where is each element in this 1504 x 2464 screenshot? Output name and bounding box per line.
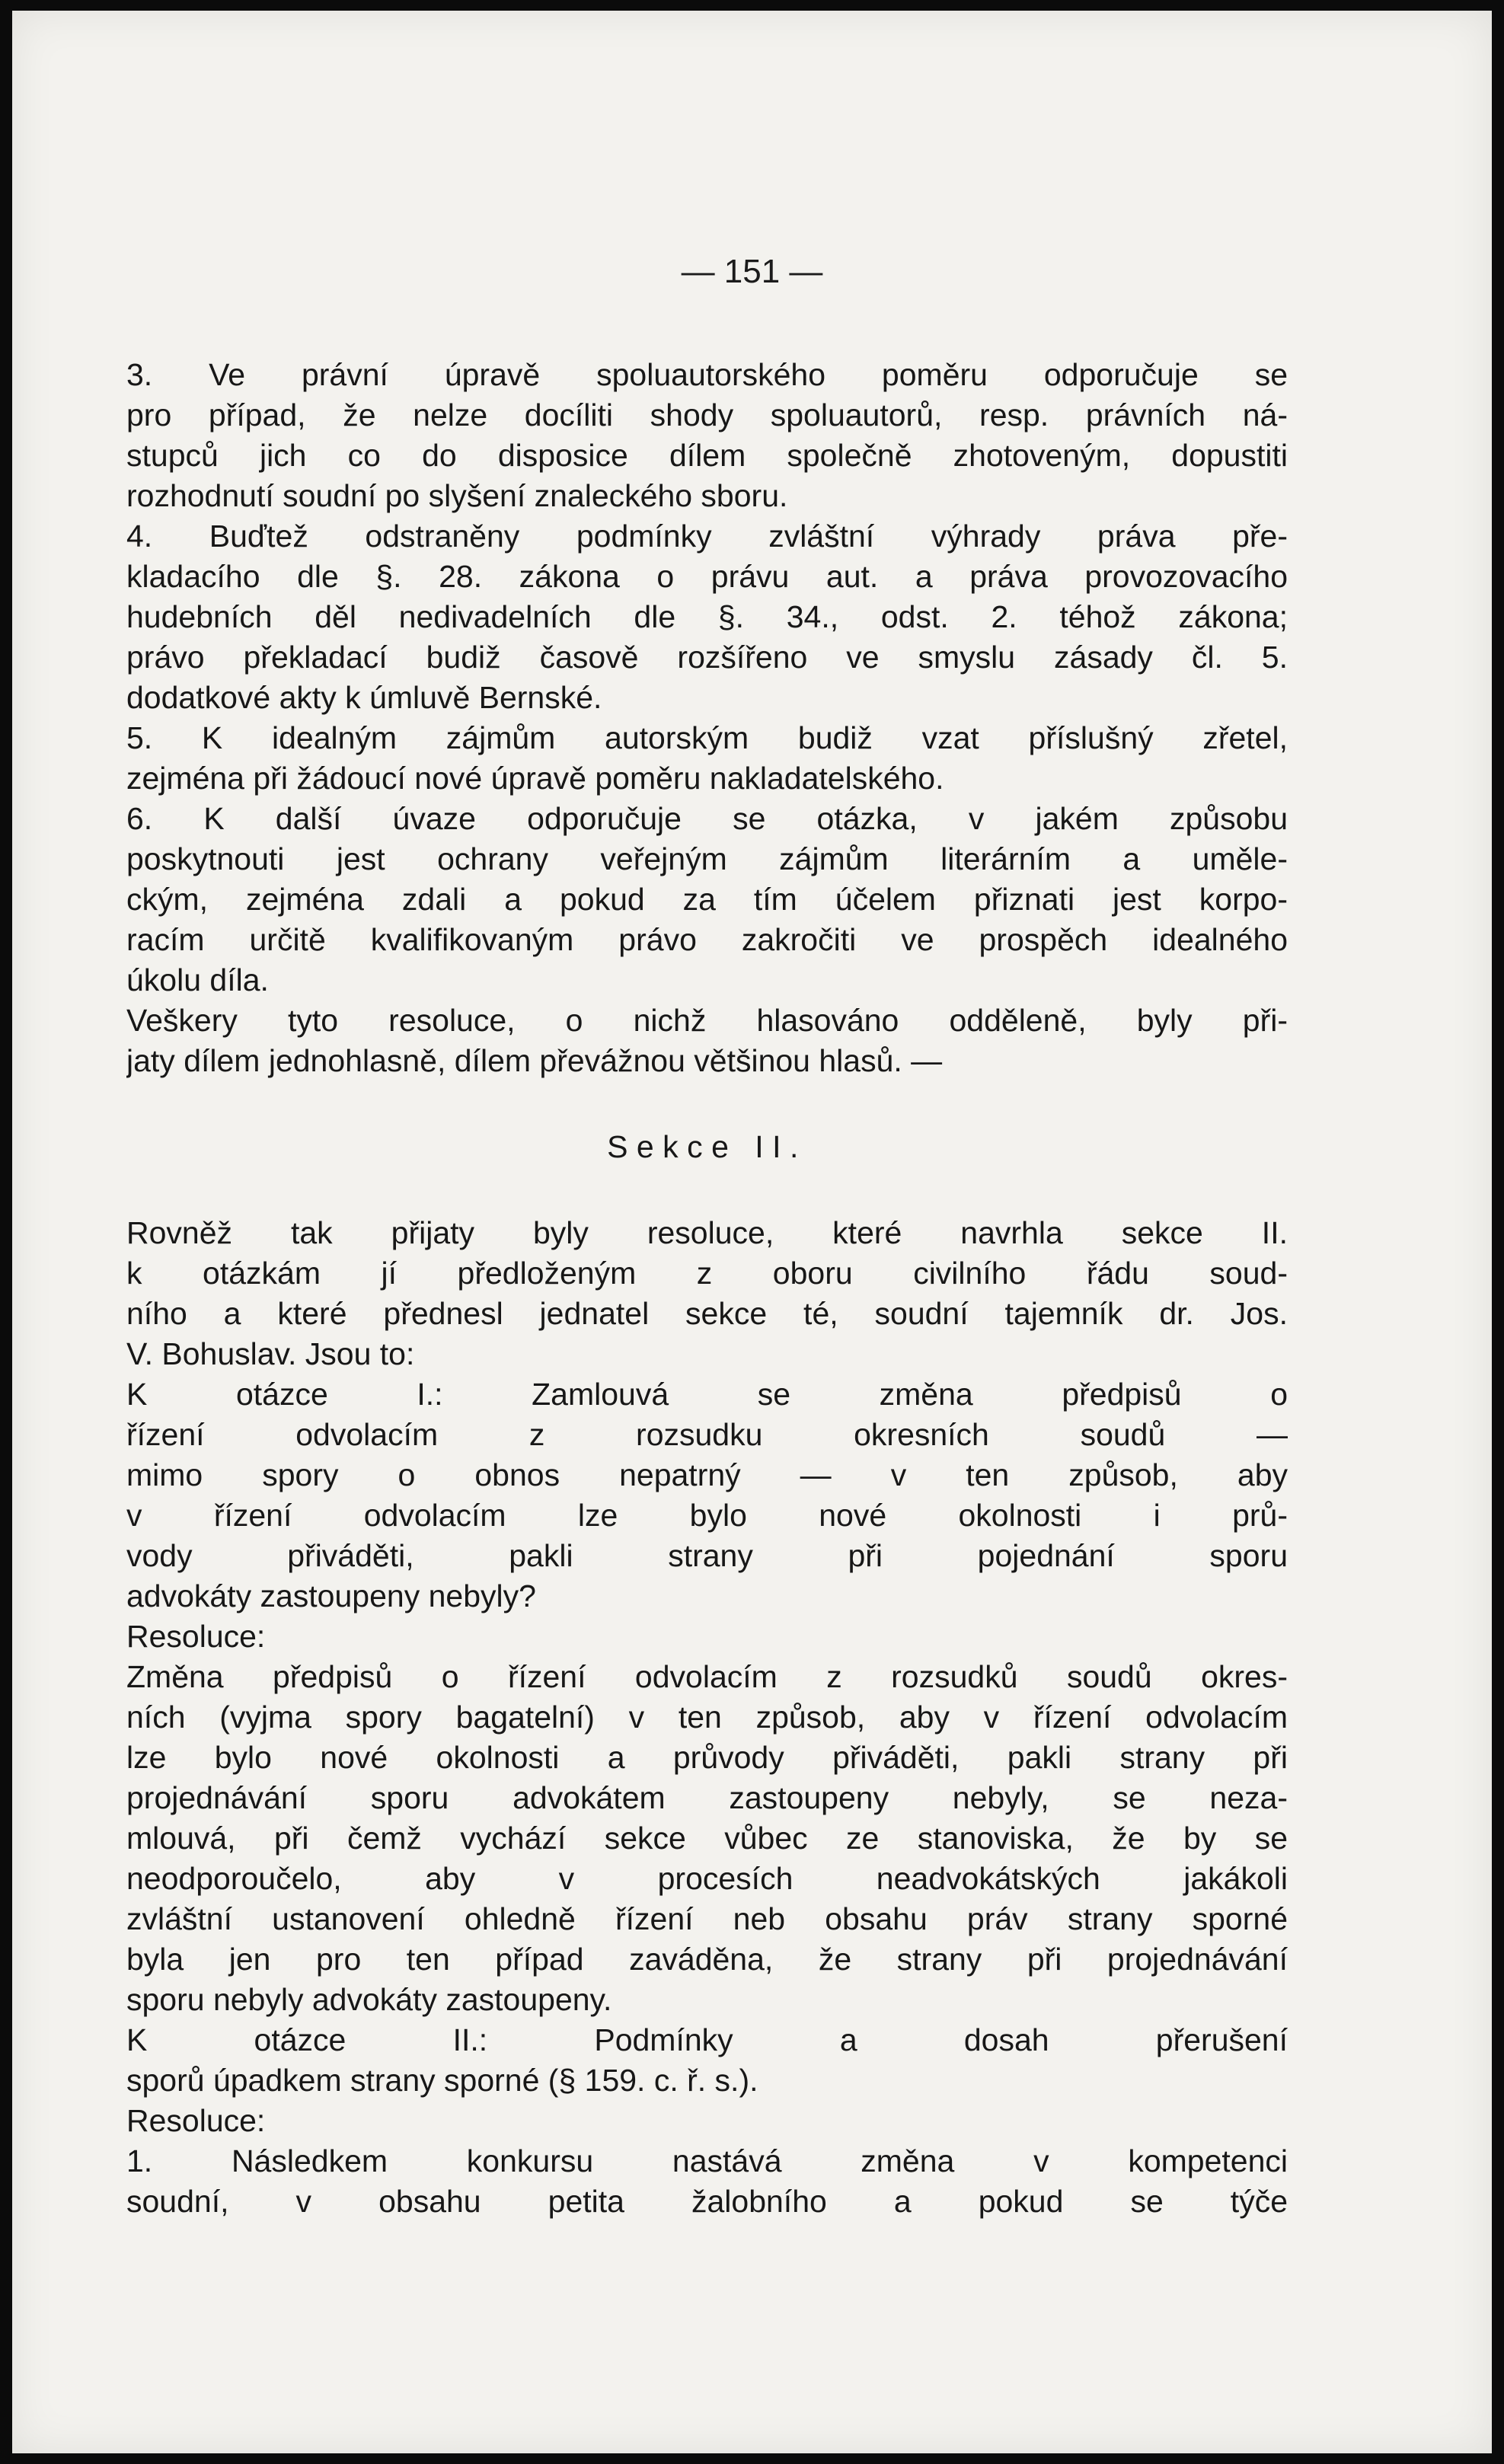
text-line: jaty dílem jednohlasně, dílem převážnou většinou hlasů. —: [126, 1043, 943, 1078]
text-line: Veškery tyto resoluce, o nichž hlasováno odděleně, byly při-: [126, 1003, 1288, 1038]
text-line: Resoluce:: [126, 2103, 266, 2138]
body-text: [126, 355, 1288, 2222]
text-line: poskytnouti jest ochrany veřejným zájmům literárním a uměle-: [126, 841, 1288, 876]
text-line: Změna předpisů o řízení odvolacím z rozsudků soudů okres-: [126, 1659, 1288, 1694]
text-line: soudní, v obsahu petita žalobního a pokud se týče: [126, 2184, 1288, 2219]
text-line: K otázce I.: Zamlouvá se změna předpisů o: [126, 1377, 1288, 1412]
text-line: ních (vyjma spory bagatelní) v ten způsob, aby v řízení odvolacím: [126, 1700, 1288, 1735]
text-line: v řízení odvolacím lze bylo nové okolnosti i prů-: [126, 1498, 1288, 1533]
text-line: V. Bohuslav. Jsou to:: [126, 1336, 415, 1371]
book-page: [12, 11, 1492, 2453]
section-heading: Sekce II.: [607, 1129, 807, 1164]
text-line: sporu nebyly advokáty zastoupeny.: [126, 1982, 612, 2017]
text-line: řízení odvolacím z rozsudku okresních soudů —: [126, 1417, 1288, 1452]
text-line: 3. Ve právní úpravě spoluautorského poměru odporučuje se: [126, 357, 1288, 392]
text-line: racím určitě kvalifikovaným právo zakročiti ve prospěch idealného: [126, 922, 1288, 957]
text-line: kladacího dle §. 28. zákona o právu aut. a práva provozovacího: [126, 559, 1288, 594]
text-line: 4. Buďtež odstraněny podmínky zvláštní výhrady práva pře-: [126, 519, 1288, 554]
text-line: Resoluce:: [126, 1619, 266, 1654]
page-number: — 151 —: [681, 253, 823, 290]
text-line: vody přiváděti, pakli strany při pojednání sporu: [126, 1538, 1288, 1573]
text-line: pro případ, že nelze docíliti shody spoluautorů, resp. právních ná-: [126, 397, 1288, 432]
text-line: 5. K idealným zájmům autorským budiž vzat příslušný zřetel,: [126, 720, 1288, 755]
text-line: projednávání sporu advokátem zastoupeny nebyly, se neza-: [126, 1780, 1288, 1815]
text-line: sporů úpadkem strany sporné (§ 159. c. ř. s.).: [126, 2063, 758, 2098]
text-line: ního a které přednesl jednatel sekce té, soudní tajemník dr. Jos.: [126, 1296, 1288, 1331]
text-line: úkolu díla.: [126, 962, 269, 997]
text-line: mimo spory o obnos nepatrný — v ten způsob, aby: [126, 1457, 1288, 1492]
text-line: 1. Následkem konkursu nastává změna v kompetenci: [126, 2143, 1288, 2178]
text-line: právo překladací budiž časově rozšířeno ve smyslu zásady čl. 5.: [126, 640, 1288, 675]
text-line: dodatkové akty k úmluvě Bernské.: [126, 680, 602, 715]
text-line: hudebních děl nedivadelních dle §. 34., odst. 2. téhož zákona;: [126, 599, 1288, 634]
text-line: neodporoučelo, aby v procesích neadvokátských jakákoli: [126, 1861, 1288, 1896]
text-line: Rovněž tak přijaty byly resoluce, které navrhla sekce II.: [126, 1215, 1288, 1250]
text-line: lze bylo nové okolnosti a průvody přiváděti, pakli strany při: [126, 1740, 1288, 1775]
text-line: 6. K další úvaze odporučuje se otázka, v jakém způsobu: [126, 801, 1288, 836]
text-line: ckým, zejména zdali a pokud za tím účelem přiznati jest korpo-: [126, 882, 1288, 917]
text-line: k otázkám jí předloženým z oboru civilního řádu soud-: [126, 1256, 1288, 1291]
text-line: advokáty zastoupeny nebyly?: [126, 1578, 536, 1613]
text-line: byla jen pro ten případ zaváděna, že strany při projednávání: [126, 1942, 1288, 1977]
text-line: zvláštní ustanovení ohledně řízení neb obsahu práv strany sporné: [126, 1901, 1288, 1936]
text-line: zejména při žádoucí nové úpravě poměru nakladatelského.: [126, 761, 944, 796]
text-line: rozhodnutí soudní po slyšení znaleckého sboru.: [126, 478, 788, 513]
text-line: mlouvá, při čemž vychází sekce vůbec ze stanoviska, že by se: [126, 1821, 1288, 1856]
text-line: K otázce II.: Podmínky a dosah přerušení: [126, 2022, 1288, 2057]
text-line: stupců jich co do disposice dílem společně zhotoveným, dopustiti: [126, 438, 1288, 473]
